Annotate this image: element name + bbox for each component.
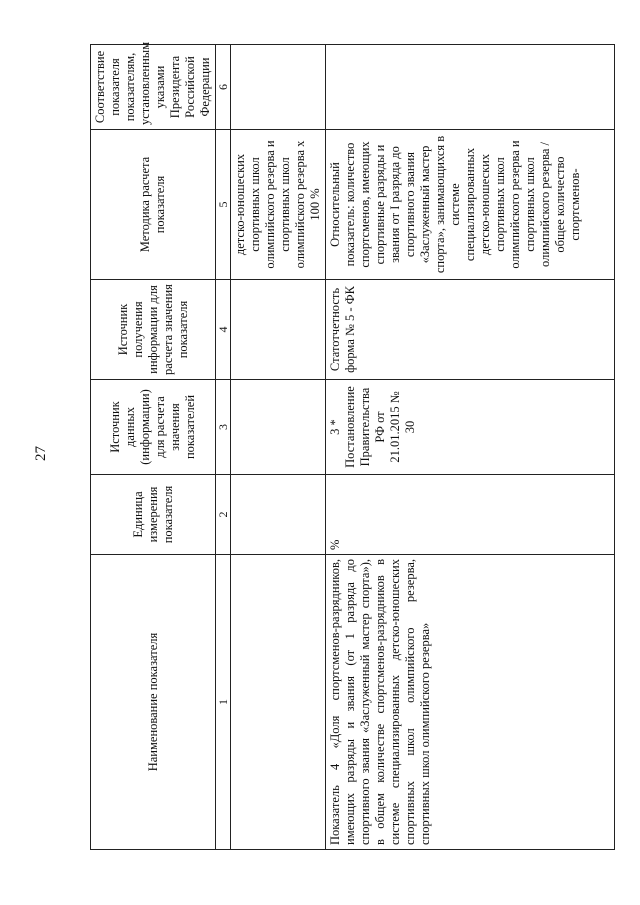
column-number: 2 — [216, 475, 231, 555]
continuation-row — [231, 45, 326, 850]
data-source-text: Постановление Правительства РФ от 21.01.2015 № 30 — [343, 386, 418, 468]
column-number: 6 — [216, 45, 231, 130]
page-number: 27 — [33, 446, 49, 461]
column-number: 1 — [216, 555, 231, 850]
header-decree-compliance: Соответствие показателя показателям, установленным указами Президента Российской Федерации — [91, 45, 216, 130]
column-number-row — [216, 45, 231, 850]
continuation-cell-3 — [231, 380, 326, 475]
column-number: 4 — [216, 280, 231, 380]
column-number: 3 — [216, 380, 231, 475]
continuation-cell-4 — [231, 280, 326, 380]
indicator-name-cell: Показатель 4 «Доля спортсменов-разрядников, имеющих разряды и звания (от 1 разряда до спортивного звания «Заслуженный мастер спорта»), в общем количестве спортсменов-разрядников в системе специализированных детско-юношеских спортивных школ олимпийского резерва, спортивных школ олимпийского резерва» — [326, 555, 615, 850]
indicator-unit-cell: % — [326, 475, 615, 555]
header-calc-method: Методика расчета показателя — [91, 130, 216, 280]
indicator-data-source-cell — [326, 380, 615, 475]
continuation-cell-6 — [231, 45, 326, 130]
indicator-info-source-cell: Статотчетность форма № 5 - ФК — [326, 280, 615, 380]
indicator-4-row — [326, 45, 615, 850]
header-data-source: Источник данных (информации) для расчета значения показателей — [91, 380, 216, 475]
indicator-decree-cell — [326, 45, 615, 130]
header-unit: Единица измерения показателя — [91, 475, 216, 555]
indicator-method-cell: Относительный показатель: количество спортсменов, имеющих спортивные разряды и звания от I разряда до спортивного звания «Заслуженный мастер спорта», занимающихся в системе специализированных детско-юношеских спортивных школ олимпийского резерва и спортивных школ олимпийского резерва / общее количество спортсменов- — [326, 130, 615, 280]
header-info-source: Источник получения информации для расчета значения показателя — [91, 280, 216, 380]
continuation-cell-2 — [231, 475, 326, 555]
indicators-table — [90, 41, 615, 850]
continuation-method-text: детско-юношеских спортивных школ олимпийского резерва и спортивных школ олимпийского резерва х 100 % — [231, 130, 326, 280]
header-row — [91, 45, 216, 850]
column-number: 5 — [216, 130, 231, 280]
rotated-table-container — [90, 41, 615, 850]
data-source-mark: 3 * — [328, 419, 343, 435]
continuation-cell-1 — [231, 555, 326, 850]
header-indicator-name: Наименование показателя — [91, 555, 216, 850]
